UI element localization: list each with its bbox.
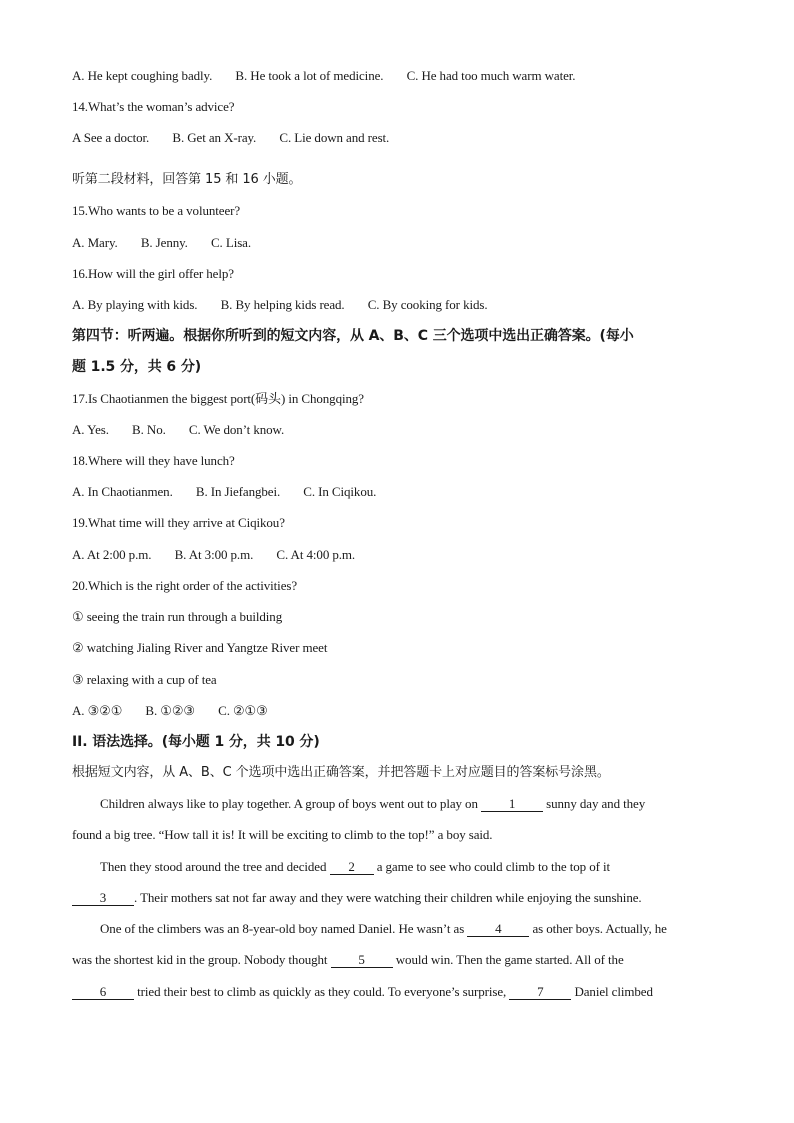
passage-p3-line3: [72, 984, 653, 1000]
blank-7: 7: [509, 985, 571, 1000]
blank-2: 2: [330, 860, 374, 875]
q14-option-a: A See a doctor.: [72, 130, 150, 145]
q20-item-1: ① seeing the train run through a building: [72, 609, 283, 624]
q17-question: 17.Is Chaotianmen the biggest port(码头) in Chongqing?: [72, 391, 364, 406]
q15-question: 15.Who wants to be a volunteer?: [72, 203, 241, 218]
q13-options: [72, 68, 575, 84]
q20-option-b: B. ①②③: [145, 703, 195, 718]
q14-option-b: B. Get an X-ray.: [172, 130, 257, 145]
passage-text: as other boys. Actually, he: [532, 921, 667, 936]
blank-6: 6: [72, 985, 134, 1000]
q14-question: 14.What’s the woman’s advice?: [72, 99, 235, 114]
q16-options: [72, 297, 488, 313]
passage-text: a game to see who could climb to the top of it: [376, 859, 611, 874]
q18-options: [72, 484, 376, 500]
part4-heading-line1: 第四节：听两遍。根据你所听到的短文内容，从 A、B、C 三个选项中选出正确答案。(每小: [72, 328, 634, 344]
q20-item-2: ② watching Jialing River and Yangtze River meet: [72, 640, 328, 655]
q17-option-c: C. We don’t know.: [188, 422, 285, 437]
blank-3: 3: [72, 891, 134, 906]
q15-option-a: A. Mary.: [72, 235, 118, 250]
passage-text: would win. Then the game started. All of the: [395, 952, 624, 967]
passage-p2-line2: [72, 890, 642, 906]
passage-p1-line1: [100, 796, 645, 812]
q16-option-c: C. By cooking for kids.: [367, 297, 488, 312]
q19-option-a: A. At 2:00 p.m.: [72, 547, 152, 562]
q20-question: 20.Which is the right order of the activities?: [72, 578, 297, 593]
q18-option-a: A. In Chaotianmen.: [72, 484, 173, 499]
q18-option-c: C. In Ciqikou.: [303, 484, 377, 499]
part2-heading: II. 语法选择。(每小题 1 分，共 10 分): [72, 734, 320, 750]
q13-option-b: B. He took a lot of medicine.: [235, 68, 384, 83]
part4-heading-line2: 题 1.5 分，共 6 分): [72, 359, 202, 375]
passage-text: One of the climbers was an 8-year-old boy named Daniel. He wasn’t as: [100, 921, 465, 936]
q17-option-a: A. Yes.: [72, 422, 109, 437]
q20-option-c: C. ②①③: [218, 703, 268, 718]
q18-question: 18.Where will they have lunch?: [72, 453, 235, 468]
passage-text: Children always like to play together. A group of boys went out to play on: [100, 796, 478, 811]
q19-option-c: C. At 4:00 p.m.: [276, 547, 356, 562]
q15-options: [72, 235, 251, 251]
passage-text: . Their mothers sat not far away and they were watching their children while enjoying the sunshine.: [134, 890, 642, 905]
passage-p2-line1: [100, 859, 610, 875]
q19-question: 19.What time will they arrive at Ciqikou?: [72, 515, 285, 530]
passage-text: sunny day and they: [546, 796, 646, 811]
passage-text: tried their best to climb as quickly as they could. To everyone’s surprise,: [137, 984, 507, 999]
q20-item-3: ③ relaxing with a cup of tea: [72, 672, 217, 687]
q20-options: [72, 703, 268, 719]
q16-option-a: A. By playing with kids.: [72, 297, 198, 312]
q14-options: [72, 130, 389, 146]
q19-option-b: B. At 3:00 p.m.: [174, 547, 254, 562]
blank-4: 4: [467, 922, 529, 937]
part2-instruction: 根据短文内容，从 A、B、C 个选项中选出正确答案，并把答题卡上对应题目的答案标号涂黑。: [72, 765, 610, 780]
q14-option-c: C. Lie down and rest.: [279, 130, 390, 145]
q16-question: 16.How will the girl offer help?: [72, 266, 234, 281]
q17-option-b: B. No.: [132, 422, 166, 437]
blank-1: 1: [481, 797, 543, 812]
passage-text: Then they stood around the tree and decided: [100, 859, 327, 874]
q15-option-b: B. Jenny.: [140, 235, 188, 250]
passage-text: Daniel climbed: [574, 984, 653, 999]
blank-5: 5: [331, 953, 393, 968]
q17-options: [72, 422, 284, 438]
q13-option-a: A. He kept coughing badly.: [72, 68, 213, 83]
q16-option-b: B. By helping kids read.: [220, 297, 345, 312]
section2-intro: 听第二段材料，回答第 15 和 16 小题。: [72, 172, 302, 187]
q18-option-b: B. In Jiefangbei.: [195, 484, 281, 499]
passage-p3-line2: [72, 952, 624, 968]
passage-text: was the shortest kid in the group. Nobody thought: [72, 952, 328, 967]
q19-options: [72, 547, 355, 563]
q20-option-a: A. ③②①: [72, 703, 123, 718]
passage-p1-line2: found a big tree. “How tall it is! It will be exciting to climb to the top!” a boy said.: [72, 827, 493, 842]
passage-p3-line1: [100, 921, 667, 937]
q13-option-c: C. He had too much warm water.: [406, 68, 576, 83]
q15-option-c: C. Lisa.: [210, 235, 251, 250]
